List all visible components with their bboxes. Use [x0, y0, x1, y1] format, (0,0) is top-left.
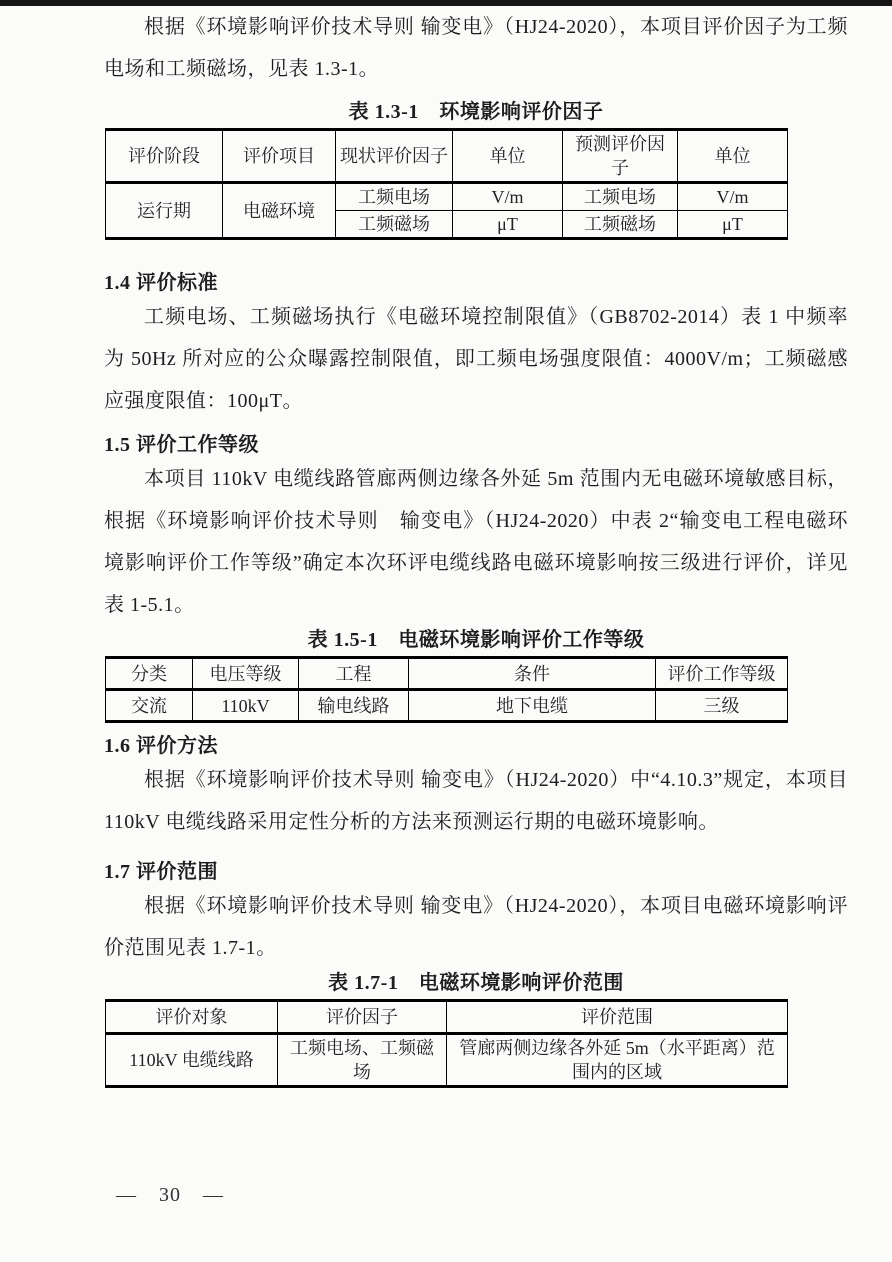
page-content [0, 6, 892, 1088]
table-1-3-1 [105, 128, 788, 240]
table-row [106, 183, 788, 211]
table-cell: 工频电场、工频磁场 [278, 1034, 447, 1087]
column-header: 评价项目 [223, 130, 336, 183]
table-cell: 110kV 电缆线路 [106, 1034, 278, 1087]
table-cell: 管廊两侧边缘各外延 5m（水平距离）范围内的区域 [447, 1034, 788, 1087]
column-header: 预测评价因子 [563, 130, 678, 183]
table-cell: 输电线路 [299, 690, 409, 722]
table-row [106, 690, 788, 722]
column-header: 单位 [453, 130, 563, 183]
column-header: 评价因子 [278, 1001, 447, 1034]
column-header: 单位 [678, 130, 788, 183]
table-cell: V/m [678, 183, 788, 211]
table-cell: 三级 [656, 690, 788, 722]
column-header: 电压等级 [193, 658, 299, 690]
table-1-7-1 [105, 999, 788, 1088]
section-heading-1-5: 1.5 评价工作等级 [104, 434, 259, 456]
table-1-5-1-caption: 表 1.5-1 电磁环境影响评价工作等级 [307, 629, 645, 651]
column-header: 评价范围 [447, 1001, 788, 1034]
table-cell: 工频电场 [336, 183, 453, 211]
table-cell: 工频磁场 [336, 211, 453, 239]
section-1-7-paragraph: 根据《环境影响评价技术导则 输变电》（HJ24-2020），本项目电磁环境影响评价范围见表 1.7-1。 [104, 895, 848, 959]
table-header-row [106, 658, 788, 690]
table-1-3-1-caption: 表 1.3-1 环境影响评价因子 [348, 101, 604, 123]
section-heading-1-7: 1.7 评价范围 [104, 861, 218, 883]
section-heading-1-4: 1.4 评价标准 [104, 272, 218, 294]
column-header: 现状评价因子 [336, 130, 453, 183]
table-cell: μT [453, 211, 563, 239]
section-heading-1-6: 1.6 评价方法 [104, 735, 218, 757]
column-header: 条件 [409, 658, 656, 690]
table-header-row [106, 1001, 788, 1034]
table-row [106, 1034, 788, 1087]
table-1-7-1-caption: 表 1.7-1 电磁环境影响评价范围 [328, 972, 624, 994]
table-cell: 110kV [193, 690, 299, 722]
column-header: 分类 [106, 658, 193, 690]
section-1-5-paragraph: 本项目 110kV 电缆线路管廊两侧边缘各外延 5m 范围内无电磁环境敏感目标，根据《环境影响评价技术导则 输变电》（HJ24-2020）中表 2“输变电工程电磁环境影响评价工作等级”确定本次环评电缆线路电磁环境影响按三级进行评价，详见表 1-5.1。 [104, 468, 848, 616]
section-1-6-paragraph: 根据《环境影响评价技术导则 输变电》（HJ24-2020）中“4.10.3”规定，本项目 110kV 电缆线路采用定性分析的方法来预测运行期的电磁环境影响。 [104, 769, 848, 833]
table-cell: V/m [453, 183, 563, 211]
table-cell: 交流 [106, 690, 193, 722]
column-header: 评价阶段 [106, 130, 223, 183]
project-cell: 电磁环境 [223, 183, 336, 239]
column-header: 工程 [299, 658, 409, 690]
table-header-row [106, 130, 788, 183]
section-1-4-paragraph: 工频电场、工频磁场执行《电磁环境控制限值》（GB8702-2014）表 1 中频率为 50Hz 所对应的公众曝露控制限值，即工频电场强度限值：4000V/m；工频磁感应强度限值：100μT。 [104, 306, 848, 412]
stage-cell: 运行期 [106, 183, 223, 239]
table-1-5-1 [105, 656, 788, 723]
table-cell: 工频磁场 [563, 211, 678, 239]
column-header: 评价对象 [106, 1001, 278, 1034]
intro-paragraph: 根据《环境影响评价技术导则 输变电》（HJ24-2020），本项目评价因子为工频电场和工频磁场，见表 1.3-1。 [104, 16, 848, 80]
page-number: — 30 — [116, 1184, 224, 1206]
table-cell: μT [678, 211, 788, 239]
table-cell: 工频电场 [563, 183, 678, 211]
column-header: 评价工作等级 [656, 658, 788, 690]
table-cell: 地下电缆 [409, 690, 656, 722]
